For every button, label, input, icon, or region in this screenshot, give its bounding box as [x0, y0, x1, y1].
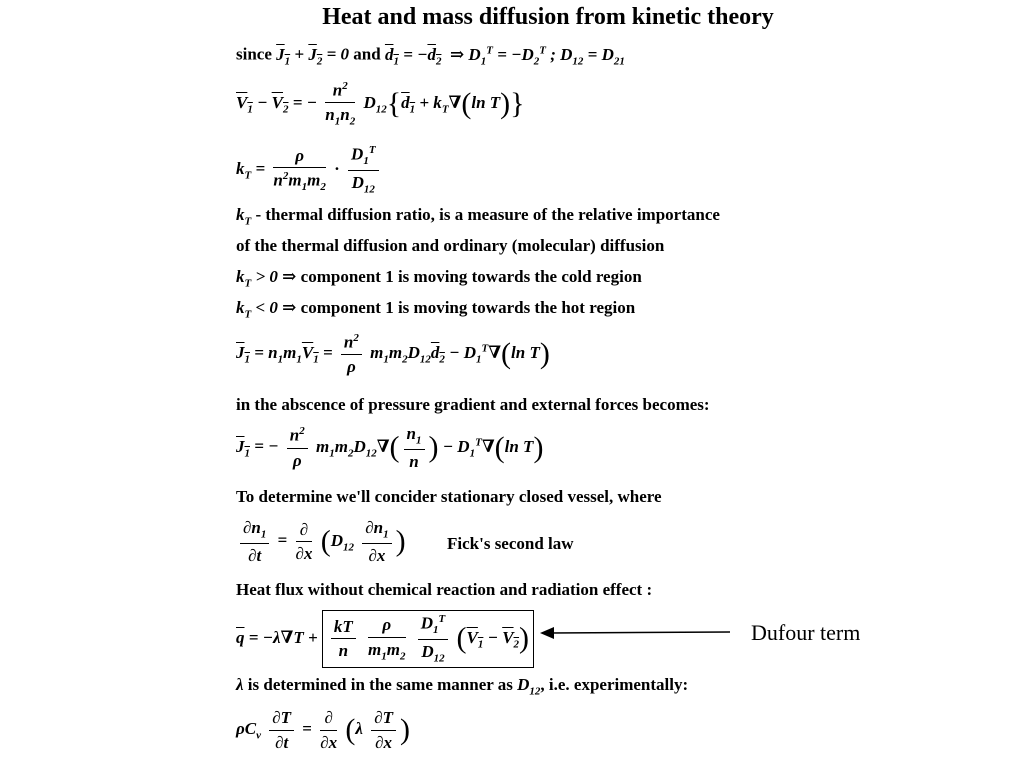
absence-text: in the abscence of pressure gradient and external forces becomes: [236, 395, 710, 414]
equation-mass-flux: $J_1 = n_1m_1V_1$ = $\frac{n^2}{\rho}$ $m_1m_2D_{12}d_2 - D_1^T\nabla(\ln$ T) [236, 332, 550, 377]
heatflux-text: Heat flux without chemical reaction and radiation effect : [236, 580, 653, 599]
kT-description-2: of the thermal diffusion and ordinary (molecular) diffusion [236, 236, 665, 255]
lambda-text: λ is determined in the same manner as $D_{12}$, i.e. experimentally: [236, 675, 689, 698]
page-title: Heat and mass diffusion from kinetic theory [322, 4, 774, 30]
equation-heat: $\rho C_v$ $\frac{\partial T}{\partial t}$ = $\frac{\partial}{\partial x}$ (λ $\frac{\partial T}{\partial x}$ ) [236, 708, 410, 752]
fick-label: Fick's second law [447, 534, 574, 553]
equation-fick: $\frac{\partial n_1}{\partial t}$ = $\frac{\partial}{\partial x}$ ($D_{12}$ $\frac{\partial n_1}{\partial x}$ ) [236, 518, 406, 566]
kT-description-1: $k_T$ - thermal diffusion ratio, is a measure of the relative importance [236, 205, 720, 228]
equation-kT: $k_T$ = $\frac{\rho}{n^2m_1m_2}$ · $\frac{D_1^T}{D_{12}}$ [236, 144, 383, 196]
dufour-label: Dufour term [751, 620, 861, 645]
kT-negative: $k_T < 0$ ⇒ component 1 is moving towards the hot region [236, 298, 636, 321]
equation-continuity: since $J_1 + J_2 = 0$ and $d_1 = -d_2$ ⇒ $D_1^T = -D_2^T$ ; $D_{12} = D_{21}$ [236, 44, 625, 68]
equation-velocity-difference: $V_1 - V_2$ = − $\frac{n^2}{n_1n_2}$ $D_{12}\{d_1 + k_T\nabla(\ln$ T)} [236, 80, 525, 128]
kT-positive: $k_T > 0$ ⇒ component 1 is moving towards the cold region [236, 267, 642, 290]
dufour-box: $\frac{kT}{n}$ $\frac{\rho}{m_1m_2}$ $\frac{D_1^T}{D_{12}}$ $(V_1 - V_2)$ [322, 610, 534, 668]
dufour-arrow-icon [540, 624, 740, 644]
determine-text: To determine we'll concider stationary closed vessel, where [236, 487, 662, 506]
equation-flux-simplified: $J_1$ = − $\frac{n^2}{\rho}$ $m_1m_2D_{12}\nabla$( $\frac{n_1}{n}$ ) − $D_1^T\nabla(\ln$ T) [236, 424, 544, 472]
equation-heat-flux: $\overline{q} = -\lambda\nabla T$ + $\frac{kT}{n}$ $\frac{\rho}{m_1m_2}$ $\frac{D_1^T}{D_{12}}$ $(V_1 - V_2)$ [236, 610, 534, 668]
